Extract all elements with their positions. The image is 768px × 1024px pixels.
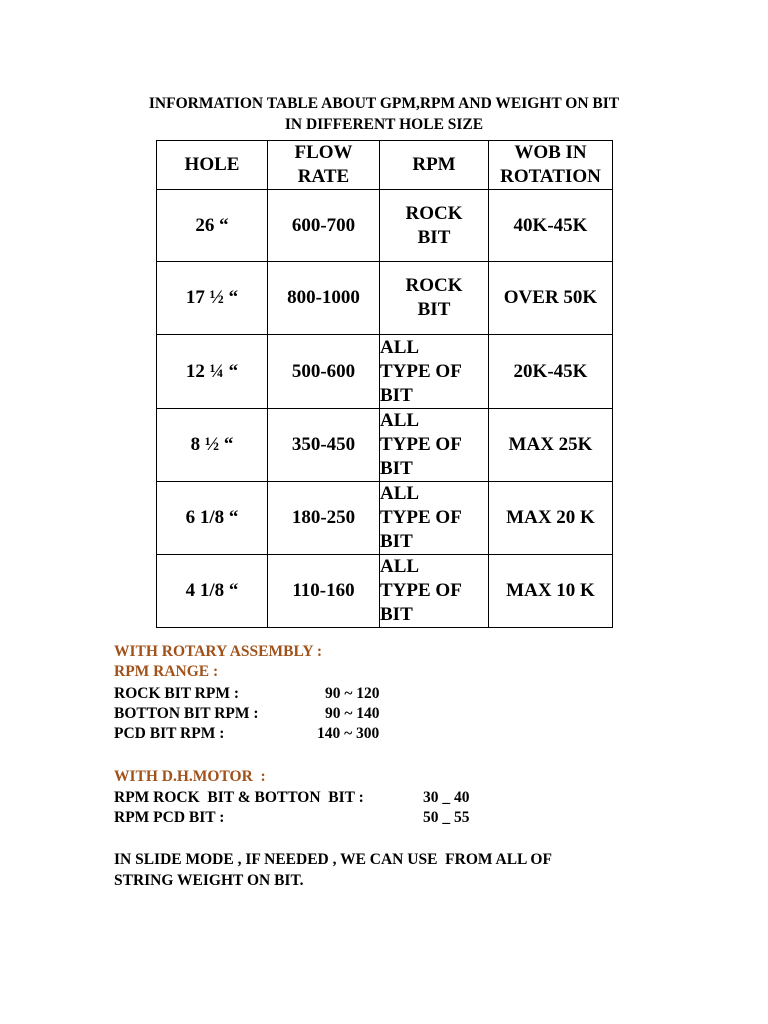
- cell-rpm: [380, 555, 489, 628]
- cell-rpm-line: ALL: [380, 556, 420, 577]
- cell-rpm-line: BIT: [380, 458, 413, 479]
- cell-rpm-line: ALL: [380, 410, 420, 431]
- motor-item-value: 50 _ 55: [423, 809, 470, 826]
- rotary-item-value: 140 ~ 300: [317, 725, 380, 742]
- cell-rpm-line: TYPE OF: [380, 507, 462, 528]
- cell-hole: 6 1/8 “: [157, 482, 268, 555]
- rotary-item-label: BOTTON BIT RPM :: [114, 705, 259, 722]
- cell-hole: 4 1/8 “: [157, 555, 268, 628]
- rotary-item-value: 90 ~ 120: [325, 685, 380, 702]
- motor-item-value: 30 _ 40: [423, 789, 470, 806]
- motor-item-label: RPM PCD BIT :: [114, 809, 225, 826]
- cell-wob: MAX 10 K: [489, 555, 613, 628]
- cell-wob: MAX 25K: [489, 409, 613, 482]
- cell-rpm-line: ROCK: [405, 202, 463, 224]
- cell-wob: 40K-45K: [489, 190, 613, 262]
- slide-mode-note-line-2: STRING WEIGHT ON BIT.: [114, 872, 304, 889]
- cell-rpm-line: BIT: [380, 604, 413, 625]
- header-rpm: RPM: [380, 141, 489, 190]
- cell-rpm-line: TYPE OF: [380, 580, 462, 601]
- cell-flow: 600-700: [268, 190, 380, 262]
- motor-item-label: RPM ROCK BIT & BOTTON BIT :: [114, 789, 364, 806]
- cell-wob: 20K-45K: [489, 335, 613, 409]
- table-row: [157, 555, 613, 628]
- cell-rpm-line: ALL: [380, 483, 420, 504]
- cell-rpm: [380, 409, 489, 482]
- table-row: [157, 190, 613, 262]
- document-title-line-1: INFORMATION TABLE ABOUT GPM,RPM AND WEIGHT ON BIT: [148, 95, 620, 112]
- document-title-line-2: IN DIFFERENT HOLE SIZE: [284, 116, 484, 133]
- motor-heading: WITH D.H.MOTOR :: [114, 768, 266, 785]
- header-flow-rate-line-1: FLOW: [294, 142, 353, 163]
- cell-rpm-line: BIT: [380, 531, 413, 552]
- rpm-range-subheading: RPM RANGE :: [114, 663, 219, 680]
- rotary-item-label: ROCK BIT RPM :: [114, 685, 240, 702]
- cell-hole: 8 ½ “: [157, 409, 268, 482]
- cell-hole: 17 ½ “: [157, 262, 268, 335]
- cell-rpm-line: BIT: [417, 226, 451, 248]
- rotary-item-value: 90 ~ 140: [325, 705, 380, 722]
- table-row: [157, 262, 613, 335]
- cell-rpm-line: ALL: [380, 336, 420, 358]
- header-flow-rate: [268, 141, 380, 190]
- header-wob-line-1: WOB IN: [514, 142, 587, 163]
- cell-rpm-line: BIT: [380, 384, 413, 406]
- cell-rpm-line: ROCK: [405, 275, 463, 296]
- header-flow-rate-line-2: RATE: [297, 166, 350, 187]
- header-wob-line-2: ROTATION: [500, 166, 601, 187]
- cell-hole: 12 ¼ “: [157, 335, 268, 409]
- cell-rpm-line: TYPE OF: [380, 360, 462, 382]
- cell-rpm: [380, 262, 489, 335]
- cell-rpm-line: TYPE OF: [380, 434, 462, 455]
- cell-rpm: [380, 335, 489, 409]
- header-hole: HOLE: [157, 141, 268, 190]
- cell-wob: MAX 20 K: [489, 482, 613, 555]
- cell-flow: 350-450: [268, 409, 380, 482]
- cell-rpm: [380, 482, 489, 555]
- header-wob: [489, 141, 613, 190]
- cell-flow: 500-600: [268, 335, 380, 409]
- table-row: [157, 409, 613, 482]
- cell-rpm-line: BIT: [417, 299, 451, 320]
- cell-hole: 26 “: [157, 190, 268, 262]
- rotary-heading: WITH ROTARY ASSEMBLY :: [114, 643, 323, 660]
- cell-flow: 180-250: [268, 482, 380, 555]
- table-row: [157, 335, 613, 409]
- table-header-row: [157, 141, 613, 190]
- table-row: [157, 482, 613, 555]
- information-table: [156, 140, 613, 628]
- cell-flow: 800-1000: [268, 262, 380, 335]
- slide-mode-note-line-1: IN SLIDE MODE , IF NEEDED , WE CAN USE FROM ALL OF: [114, 851, 552, 868]
- cell-rpm: [380, 190, 489, 262]
- rotary-item-label: PCD BIT RPM :: [114, 725, 225, 742]
- cell-flow: 110-160: [268, 555, 380, 628]
- cell-wob: OVER 50K: [489, 262, 613, 335]
